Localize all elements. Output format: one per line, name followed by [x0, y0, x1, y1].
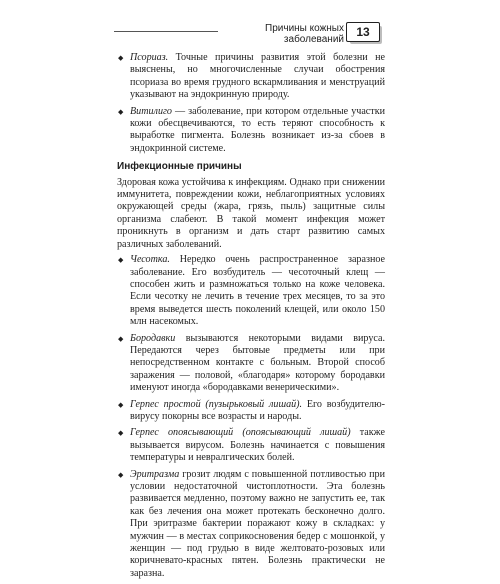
item-term: Чесотка. [130, 254, 170, 266]
item-text: Точные причины развития этой болезни не выяснены, но многочисленные случаи обострения псориаза во время грудного вскармливания и менструаций указывают на эндокринную природу. [130, 52, 385, 101]
list-item [117, 333, 385, 395]
list-item [117, 106, 385, 156]
section-heading: Инфекционные причины [117, 161, 242, 173]
diamond-bullet-icon: ◆ [118, 256, 124, 265]
diamond-bullet-icon: ◆ [118, 334, 124, 343]
item-term: Герпес простой (пузырьковый лишай). [130, 398, 303, 410]
item-text: Нередко очень распространенное заразное заболевание. Его возбудитель — чесоточный клещ — способен жить и размножаться только на коже человека. Если чесотку не лечить в течение трех месяцев, то за это время выведется шесть поколений клещей, или около 150 млн насекомых. [130, 254, 385, 328]
item-term: Псориаз. [130, 52, 169, 63]
diamond-bullet-icon: ◆ [118, 107, 124, 116]
running-head [0, 23, 500, 51]
diamond-bullet-icon: ◆ [118, 400, 124, 409]
item-text: — заболевание, при котором отдельные участки кожи обесцвечиваются, то есть теряют способность к выработке пигмента. Болезнь возникает из-за сбоев в эндокринной системе. [130, 105, 385, 154]
list-item [117, 427, 385, 464]
page-body [117, 52, 385, 584]
item-term: Эритразма [130, 468, 180, 480]
section-intro: Здоровая кожа устойчива к инфекциям. Однако при снижении иммунитета, повреждении кожи, неблагоприятных условиях окружающей среды (жара, грязь, пыль) защитные силы организма слабеют. В такой момент инфекция может проникнуть в организм и дать старт развитию самых различных заболеваний. [117, 176, 385, 250]
item-term: Витилиго [130, 105, 172, 117]
item-term: Герпес опоясывающий (опоясывающий лишай) [130, 427, 351, 439]
list-item [117, 52, 385, 102]
list-item [117, 254, 385, 328]
page-number: 13 [346, 22, 380, 42]
item-term: Бородавки [130, 332, 176, 344]
diamond-bullet-icon: ◆ [118, 54, 124, 62]
item-text: вызываются некоторыми видами вируса. Передаются через бытовые предметы или при непосредственном контакте с больным. Второй способ заражения — половой, «благодаря» которому бородавки именуют иногда «бородавками венерическими». [130, 332, 385, 394]
list-item [117, 399, 385, 424]
diamond-bullet-icon: ◆ [118, 470, 124, 479]
diamond-bullet-icon: ◆ [118, 429, 124, 438]
list-item [117, 469, 385, 581]
item-text: грозит людям с повышенной потливостью при условии недостаточной чистоплотности. Эта болезнь развивается медленно, поэтому важно не запустить ее, так как без лечения она может протекать бесконечно долго. При эритразме бактерии поражают кожу в складках: у мужчин — в местах соприкосновения бедер с мошонкой, у женщин — под грудью в виде желтовато-розовых или коричневато-красных пятен. Болезнь практически не заразна. [130, 468, 385, 579]
item-text: также вызывается вирусом. Болезнь начинается с повышения температуры и невралгических болей. [130, 427, 385, 464]
item-text: Его возбудителю-вирусу покорны все возрасты и народы. [130, 398, 385, 422]
chapter-title: Причины кожных заболеваний [218, 23, 344, 45]
